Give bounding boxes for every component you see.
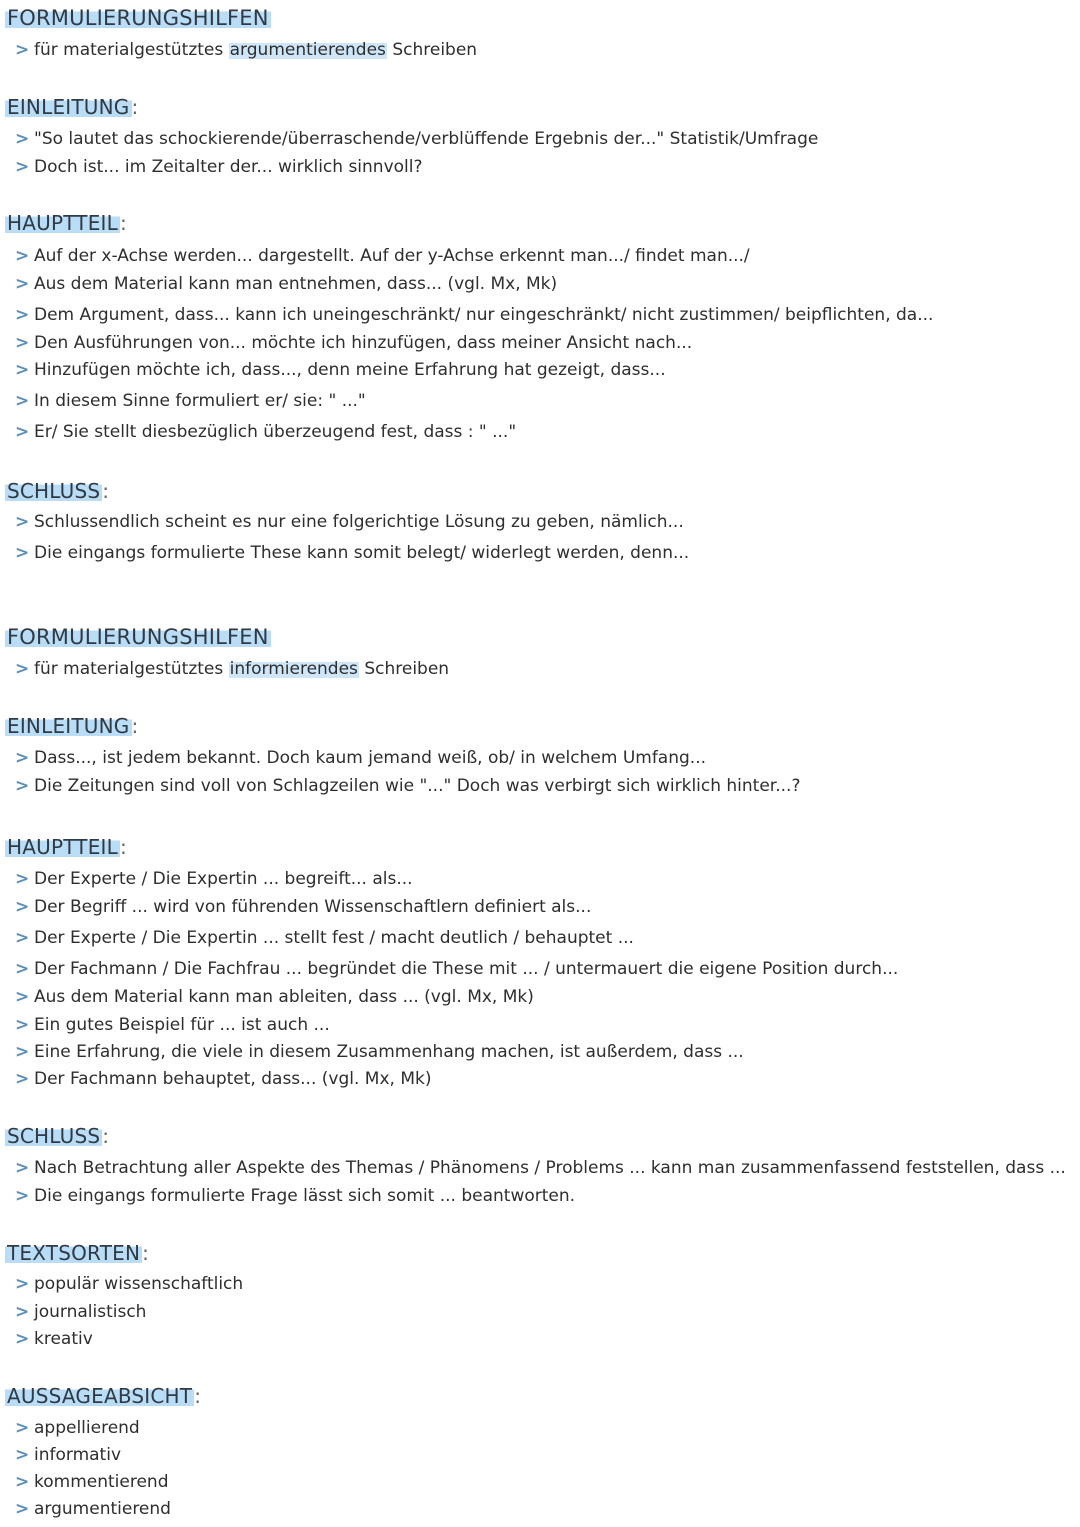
list-item: > argumentierend — [15, 1499, 171, 1519]
list-item: > journalistisch — [15, 1302, 147, 1322]
list-item: > Er/ Sie stellt diesbezüglich überzeugend fest, dass : " ..." — [15, 422, 517, 442]
section2-subtitle: > für materialgestütztes informierendes Schreiben — [15, 659, 450, 679]
list-item: > Die eingangs formulierte These kann somit belegt/ widerlegt werden, denn... — [15, 543, 690, 563]
arrow-icon: > — [15, 129, 30, 149]
section2-schluss-heading: SCHLUSS : — [7, 1124, 110, 1148]
list-item: > kreativ — [15, 1329, 93, 1349]
section1-schluss-heading: SCHLUSS : — [7, 479, 110, 503]
list-item: > In diesem Sinne formuliert er/ sie: " ..." — [15, 391, 366, 411]
list-item: > Den Ausführungen von... möchte ich hinzufügen, dass meiner Ansicht nach... — [15, 333, 693, 353]
list-item: > Doch ist... im Zeitalter der... wirklich sinnvoll? — [15, 157, 423, 177]
arrow-icon: > — [15, 776, 30, 796]
section2-hauptteil-heading: HAUPTTEIL : — [7, 835, 127, 859]
arrow-icon: > — [15, 869, 30, 889]
arrow-icon: > — [15, 987, 30, 1007]
list-item: > Die eingangs formulierte Frage lässt sich somit ... beantworten. — [15, 1186, 576, 1206]
arrow-icon: > — [15, 391, 30, 411]
section1-hauptteil-heading: HAUPTTEIL : — [7, 211, 127, 235]
arrow-icon: > — [15, 1042, 30, 1062]
arrow-icon: > — [15, 897, 30, 917]
arrow-icon: > — [15, 659, 30, 679]
arrow-icon: > — [15, 959, 30, 979]
arrow-icon: > — [15, 40, 30, 60]
list-item: > Dass..., ist jedem bekannt. Doch kaum jemand weiß, ob/ in welchem Umfang... — [15, 748, 707, 768]
arrow-icon: > — [15, 543, 30, 563]
arrow-icon: > — [15, 1186, 30, 1206]
list-item: > Aus dem Material kann man ableiten, dass ... (vgl. Mx, Mk) — [15, 987, 534, 1007]
list-item: > Dem Argument, dass... kann ich uneingeschränkt/ nur eingeschränkt/ nicht zustimmen/ beipflichten, da... — [15, 305, 934, 325]
arrow-icon: > — [15, 512, 30, 532]
arrow-icon: > — [15, 1274, 30, 1294]
arrow-icon: > — [15, 1445, 30, 1465]
arrow-icon: > — [15, 1329, 30, 1349]
arrow-icon: > — [15, 333, 30, 353]
list-item: > Der Experte / Die Expertin ... stellt fest / macht deutlich / behauptet ... — [15, 928, 634, 948]
section2-einleitung-heading: EINLEITUNG : — [7, 714, 139, 738]
section2-title: FORMULIERUNGSHILFEN — [7, 625, 269, 649]
arrow-icon: > — [15, 157, 30, 177]
list-item: > kommentierend — [15, 1472, 169, 1492]
list-item: > informativ — [15, 1445, 122, 1465]
subtitle-highlight: informierendes — [229, 659, 358, 679]
arrow-icon: > — [15, 246, 30, 266]
list-item: > Aus dem Material kann man entnehmen, dass... (vgl. Mx, Mk) — [15, 274, 558, 294]
arrow-icon: > — [15, 1158, 30, 1178]
arrow-icon: > — [15, 748, 30, 768]
list-item: > Der Fachmann behauptet, dass... (vgl. Mx, Mk) — [15, 1069, 432, 1089]
list-item: > populär wissenschaftlich — [15, 1274, 244, 1294]
subtitle-highlight: argumentierendes — [229, 40, 386, 60]
list-item: > Der Fachmann / Die Fachfrau ... begründet die These mit ... / untermauert die eigene Position durch... — [15, 959, 899, 979]
arrow-icon: > — [15, 1015, 30, 1035]
list-item: > Der Begriff ... wird von führenden Wissenschaftlern definiert als... — [15, 897, 592, 917]
arrow-icon: > — [15, 928, 30, 948]
list-item: > appellierend — [15, 1418, 140, 1438]
arrow-icon: > — [15, 1418, 30, 1438]
aussageabsicht-heading: AUSSAGEABSICHT : — [7, 1384, 202, 1408]
arrow-icon: > — [15, 1302, 30, 1322]
arrow-icon: > — [15, 422, 30, 442]
list-item: > Schlussendlich scheint es nur eine folgerichtige Lösung zu geben, nämlich... — [15, 512, 684, 532]
list-item: > Ein gutes Beispiel für ... ist auch ... — [15, 1015, 330, 1035]
section1-einleitung-heading: EINLEITUNG : — [7, 95, 139, 119]
list-item: > Eine Erfahrung, die viele in diesem Zusammenhang machen, ist außerdem, dass ... — [15, 1042, 744, 1062]
list-item: > Nach Betrachtung aller Aspekte des Themas / Phänomens / Problems ... kann man zusammenfassend feststellen, dass ... — [15, 1158, 1066, 1178]
arrow-icon: > — [15, 1499, 30, 1519]
arrow-icon: > — [15, 360, 30, 380]
list-item: > "So lautet das schockierende/überraschende/verblüffende Ergebnis der..." Statistik/Umfrage — [15, 129, 819, 149]
arrow-icon: > — [15, 274, 30, 294]
list-item: > Auf der x-Achse werden... dargestellt. Auf der y-Achse erkennt man.../ findet man.../ — [15, 246, 750, 266]
arrow-icon: > — [15, 305, 30, 325]
arrow-icon: > — [15, 1069, 30, 1089]
list-item: > Der Experte / Die Expertin ... begreift... als... — [15, 869, 413, 889]
section1-subtitle: > für materialgestütztes argumentierendes Schreiben — [15, 40, 478, 60]
list-item: > Hinzufügen möchte ich, dass..., denn meine Erfahrung hat gezeigt, dass... — [15, 360, 666, 380]
list-item: > Die Zeitungen sind voll von Schlagzeilen wie "..." Doch was verbirgt sich wirklich hinter...? — [15, 776, 801, 796]
section1-title: FORMULIERUNGSHILFEN — [7, 6, 269, 30]
textsorten-heading: TEXTSORTEN : — [7, 1241, 150, 1265]
arrow-icon: > — [15, 1472, 30, 1492]
